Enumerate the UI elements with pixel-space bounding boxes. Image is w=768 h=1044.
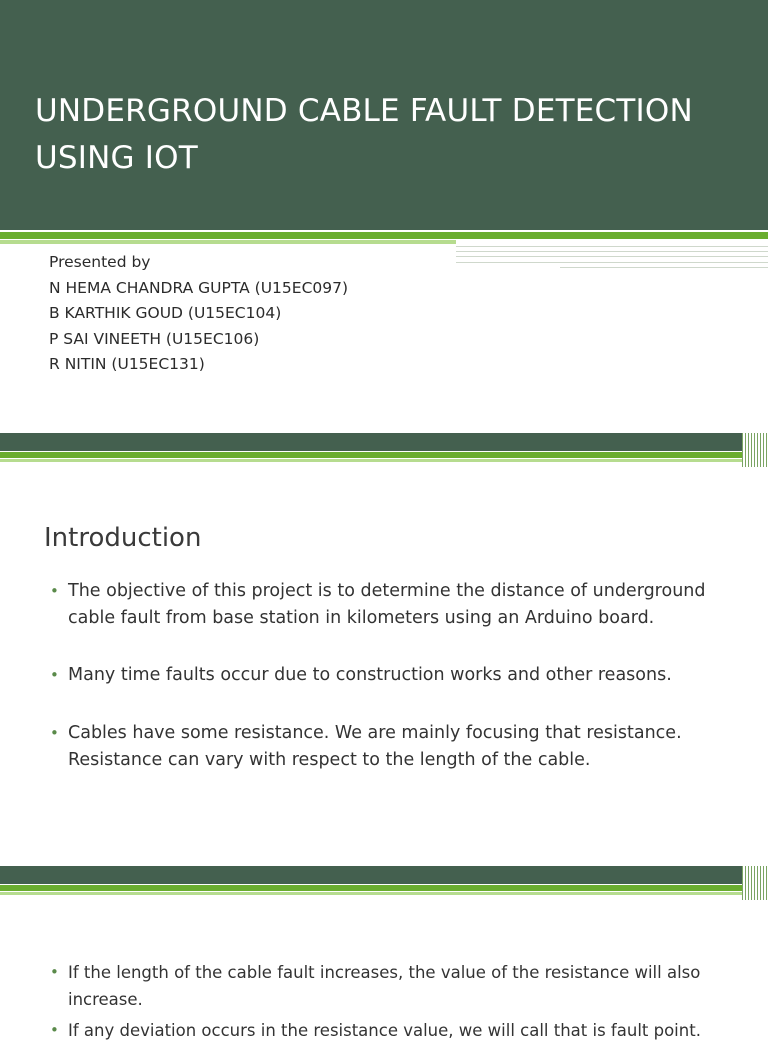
decorative-lines (742, 433, 768, 467)
bullet-item: • The objective of this project is to determine the distance of underground cable fault from base station in kilometers using an Arduino board. (50, 578, 720, 632)
slide-title: UNDERGROUND CABLE FAULT DETECTION USING IOT (35, 93, 693, 176)
presenter-list (49, 250, 348, 378)
bullet-item: • If any deviation occurs in the resistance value, we will call that is fault point. (50, 1017, 720, 1044)
decorative-line (456, 256, 768, 257)
bullet-item: • Many time faults occur due to construction works and other reasons. (50, 662, 720, 689)
presented-by-label: Presented by (49, 253, 151, 271)
presenter-name: B KARTHIK GOUD (U15EC104) (49, 304, 282, 322)
decorative-lines (742, 866, 768, 900)
accent-stripe-light (0, 892, 768, 895)
decorative-line (456, 251, 768, 252)
header-band (0, 433, 768, 451)
presenter-name: N HEMA CHANDRA GUPTA (U15EC097) (49, 278, 349, 297)
presenter-name: P SAI VINEETH (U15EC106) (49, 329, 260, 348)
accent-stripe-light (0, 240, 456, 244)
content-slide (0, 866, 768, 1040)
decorative-line (456, 246, 768, 247)
title-slide (0, 0, 768, 424)
bullet-item: • If the length of the cable fault increases, the value of the resistance will also increase. (50, 959, 720, 1013)
slide-heading: Introduction (44, 523, 202, 553)
accent-stripe (0, 885, 768, 891)
header-band (0, 866, 768, 884)
bullet-list (50, 578, 720, 774)
accent-stripe (0, 452, 768, 458)
decorative-line (456, 262, 768, 263)
accent-stripe-light (0, 459, 768, 462)
decorative-line (560, 267, 768, 268)
accent-stripe (0, 232, 768, 239)
introduction-slide (0, 433, 768, 857)
bullet-item: • Cables have some resistance. We are mainly focusing that resistance. Resistance can vary with respect to the length of the cable. (50, 720, 720, 774)
bullet-list (50, 959, 720, 1044)
presenter-name: R NITIN (U15EC131) (49, 355, 205, 373)
